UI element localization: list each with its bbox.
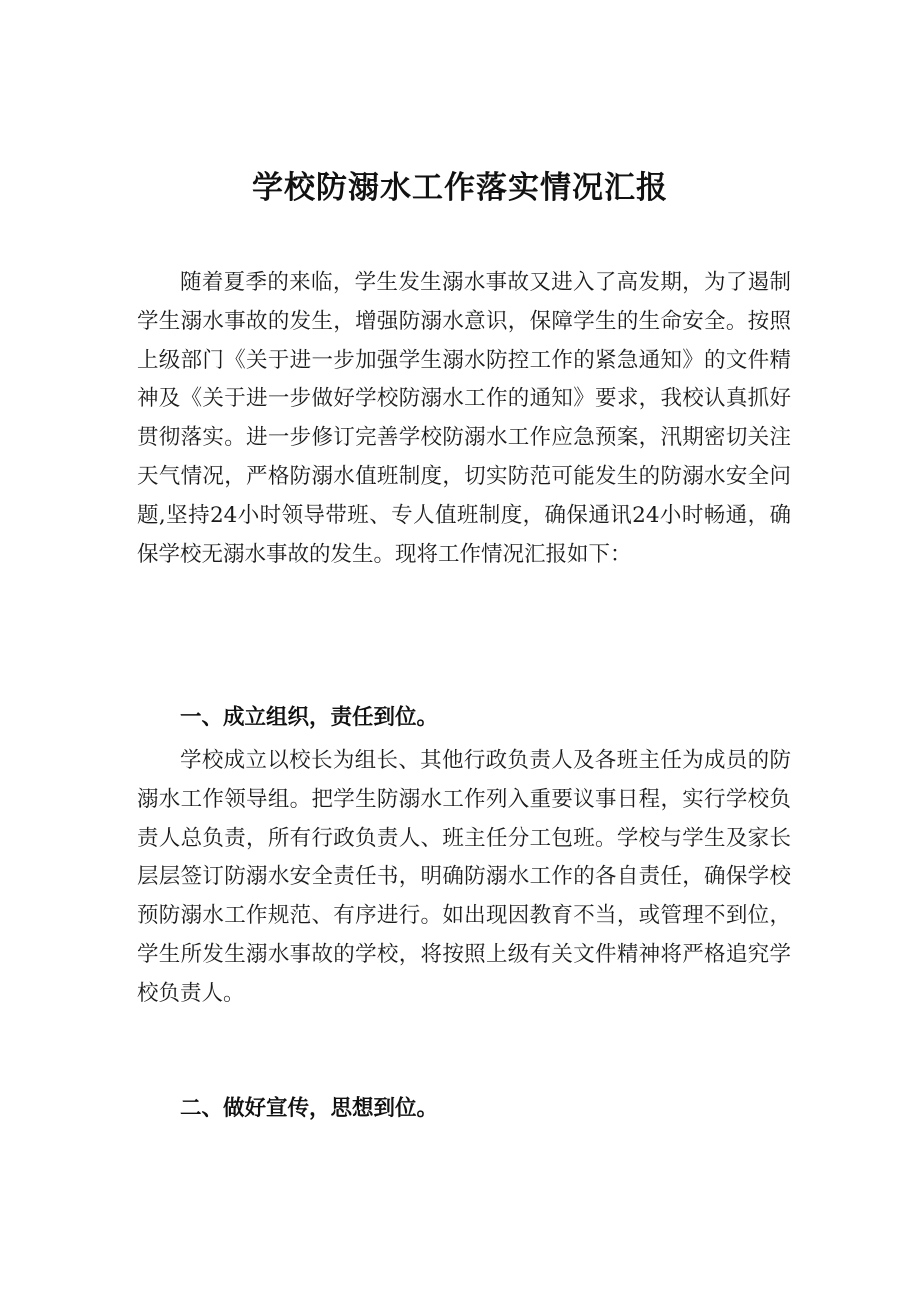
document-title: 学校防溺水工作落实情况汇报 (252, 170, 668, 206)
intro-paragraph: 随着夏季的来临，学生发生溺水事故又进入了高发期，为了遏制学生溺水事故的发生，增强防溺水意识，保障学生的生命安全。按照上级部门《关于进一步加强学生溺水防控工作的紧急通知》的文件精神及《关于进一步做好学校防溺水工作的通知》要求，我校认真抓好贯彻落实。进一步修订完善学校防溺水工作应急预案，汛期密切关注天气情况，严格防溺水值班制度，切实防范可能发生的防溺水安全问题,坚持24小时领导带班、专人值班制度，确保通讯24小时畅通，确保学校无溺水事故的发生。现将工作情况汇报如下： (137, 270, 791, 567)
section-paragraph-1: 学校成立以校长为组长、其他行政负责人及各班主任为成员的防溺水工作领导组。把学生防溺水工作列入重要议事日程，实行学校负责人总负责，所有行政负责人、班主任分工包班。学校与学生及家长层层签订防溺水安全责任书，明确防溺水工作的各自责任，确保学校预防溺水工作规范、有序进行。如出现因教育不当，或管理不到位，学生所发生溺水事故的学校，将按照上级有关文件精神将严格追究学校负责人。 (137, 748, 791, 1006)
section-heading-2: 二、做好宣传，思想到位。 (180, 1096, 439, 1121)
section-heading-1: 一、成立组织，责任到位。 (180, 705, 439, 730)
